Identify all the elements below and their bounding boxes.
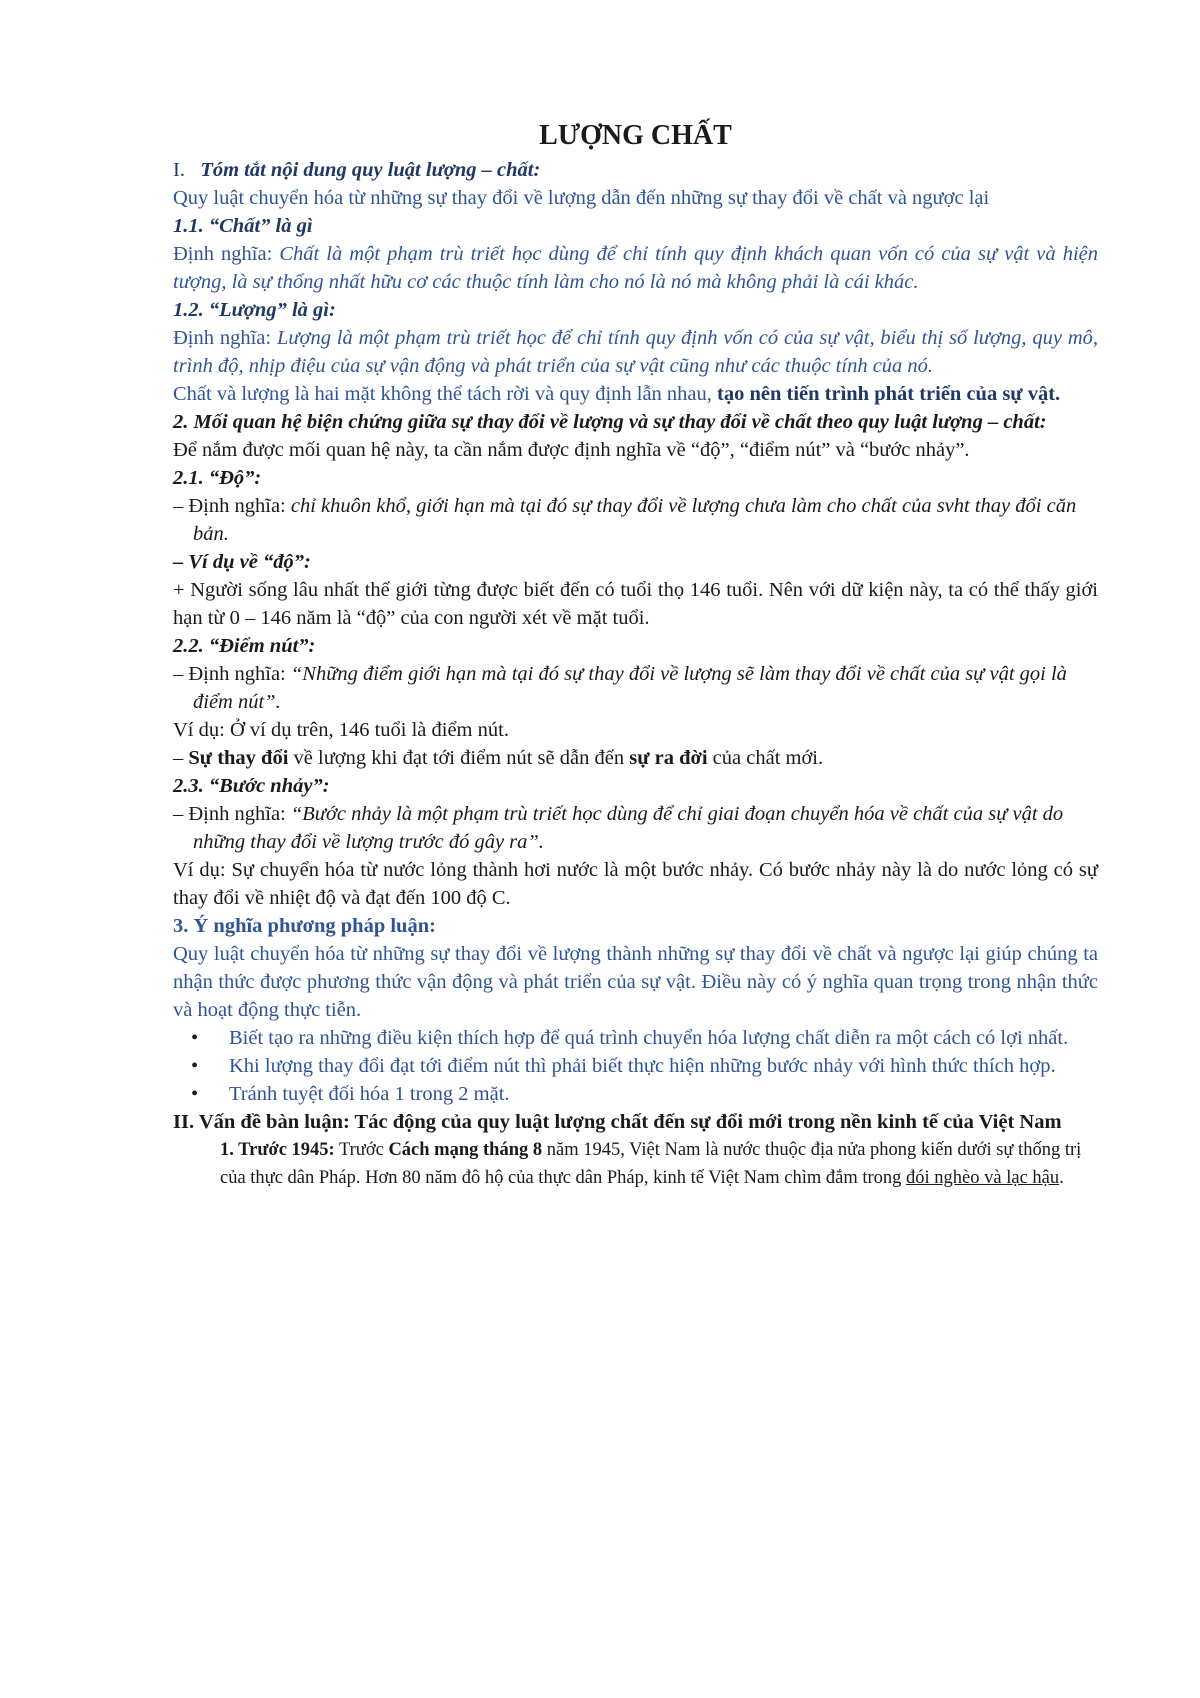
list-item [173, 1080, 1098, 1108]
subheading-2-1: 2.1. “Độ”: [173, 467, 262, 489]
change-paragraph [173, 744, 1098, 772]
definition-label: – Định nghĩa: [173, 663, 291, 685]
subheading-2-2: 2.2. “Điểm nút”: [173, 635, 316, 657]
document-body [173, 118, 1098, 1192]
bold-phrase: 1. Trước 1945: [220, 1140, 335, 1160]
bullet-list [173, 1024, 1098, 1108]
definition-text: “Những điểm giới hạn mà tại đó sự thay đổi về lượng sẽ làm thay đổi về chất của sự vật gọi là điểm nút”. [193, 663, 1067, 713]
definition-label: Định nghĩa: [173, 243, 280, 265]
definition-label: – Định nghĩa: [173, 495, 291, 517]
example-buoc-nhay: Ví dụ: Sự chuyển hóa từ nước lỏng thành hơi nước là một bước nhảy. Có bước nhảy này là do nước lỏng có sự thay đổi về nhiệt độ và đạt đến 100 độ C. [173, 859, 1098, 909]
page-title: LƯỢNG CHẤT [539, 120, 732, 151]
bold-phrase: Cách mạng tháng 8 [388, 1140, 543, 1160]
section-2-heading: 2. Mối quan hệ biện chứng giữa sự thay đổi về lượng và sự thay đổi về chất theo quy luật lượng – chất: [173, 411, 1047, 433]
section-number: I. [173, 159, 185, 181]
text: năm 1945, Việt Nam là nước thuộc địa nửa phong kiến dưới sự thống trị của thực dân Pháp. Hơn 80 năm đô hộ của thực dân Pháp, kinh tế Việt Nam chìm đắm trong [220, 1140, 1082, 1188]
section-title: Tóm tắt nội dung quy luật lượng – chất: [200, 159, 541, 181]
part-2-heading: II. Vấn đề bàn luận: Tác động của quy luật lượng chất đến sự đổi mới trong nền kinh tế của Việt Nam [173, 1111, 1062, 1133]
text: . [1059, 1168, 1064, 1188]
list-item-text: Tránh tuyệt đối hóa 1 trong 2 mặt. [229, 1083, 510, 1105]
relation-text: Chất và lượng là hai mặt không thể tách rời và quy định lẫn nhau, [173, 383, 718, 405]
text: Trước [334, 1140, 389, 1160]
section-1-intro: Quy luật chuyển hóa từ những sự thay đổi về lượng dẫn đến những sự thay đổi về chất và ngược lại [173, 187, 990, 209]
definition-text: “Bước nhảy là một phạm trù triết học dùng để chỉ giai đoạn chuyển hóa về chất của sự vật do những thay đổi về lượng trước đó gây ra”. [193, 803, 1064, 853]
definition-chat [173, 240, 1098, 296]
definition-do [173, 492, 1098, 548]
bullet-icon: • [191, 1027, 199, 1049]
bullet-icon: • [191, 1083, 199, 1105]
example-heading-do: – Ví dụ về “độ”: [173, 551, 311, 573]
definition-buoc-nhay [173, 800, 1098, 856]
bullet-icon: • [191, 1055, 199, 1077]
dash: – [173, 747, 189, 769]
example-diem-nut: Ví dụ: Ở ví dụ trên, 146 tuổi là điểm nút. [173, 719, 509, 741]
text: của chất mới. [707, 747, 824, 769]
subheading-2-3: 2.3. “Bước nhảy”: [173, 775, 330, 797]
definition-text: chỉ khuôn khổ, giới hạn mà tại đó sự thay đổi về lượng chưa làm cho chất của svht thay đổi căn bản. [193, 495, 1077, 545]
section-2-intro: Để nắm được mối quan hệ này, ta cần nắm được định nghĩa về “độ”, “điểm nút” và “bước nhảy”. [173, 439, 970, 461]
definition-text: Lượng là một phạm trù triết học để chỉ tính quy định vốn có của sự vật, biểu thị số lượng, quy mô, trình độ, nhịp điệu của sự vận động và phát triển của sự vật cũng như các thuộc tính của nó. [173, 327, 1099, 377]
example-do: + Người sống lâu nhất thế giới từng được biết đến có tuổi thọ 146 tuổi. Nên với dữ kiện này, ta có thể thấy giới hạn từ 0 – 146 năm là “độ” của con người xét về mặt tuổi. [173, 579, 1098, 629]
relation-bold: tạo nên tiến trình phát triển của sự vật. [717, 383, 1061, 405]
definition-label: – Định nghĩa: [173, 803, 291, 825]
section-3-intro: Quy luật chuyển hóa từ những sự thay đổi về lượng thành những sự thay đổi về chất và ngược lại giúp chúng ta nhận thức được phương thức vận động và phát triển của sự vật. Điều này có ý nghĩa quan trọng trong nhận thức và hoạt động thực tiễn. [173, 943, 1098, 1021]
bold-phrase: Sự thay đổi [188, 747, 289, 769]
list-item-text: Biết tạo ra những điều kiện thích hợp để quá trình chuyển hóa lượng chất diễn ra một cách có lợi nhất. [229, 1027, 1069, 1049]
definition-label: Định nghĩa: [173, 327, 277, 349]
relation-paragraph [173, 380, 1098, 408]
bold-phrase: sự ra đời [629, 747, 708, 769]
subheading-1-2: 1.2. “Lượng” là gì: [173, 299, 336, 321]
definition-text: Chất là một phạm trù triết học dùng để chỉ tính quy định khách quan vốn có của sự vật và hiện tượng, là sự thống nhất hữu cơ các thuộc tính làm cho nó là nó mà không phải là cái khác. [173, 243, 1098, 293]
section-3-heading: 3. Ý nghĩa phương pháp luận: [173, 915, 436, 937]
list-item-text: Khi lượng thay đổi đạt tới điểm nút thì phải biết thực hiện những bước nhảy với hình thức thích hợp. [229, 1055, 1056, 1077]
underlined-phrase: đói nghèo và lạc hậu [906, 1168, 1060, 1188]
subheading-1-1: 1.1. “Chất” là gì [173, 215, 313, 237]
part-2-paragraph-1 [173, 1136, 1098, 1192]
text: về lượng khi đạt tới điểm nút sẽ dẫn đến [288, 747, 630, 769]
list-item [173, 1024, 1098, 1052]
list-item [173, 1052, 1098, 1080]
definition-diem-nut [173, 660, 1098, 716]
section-1-heading [173, 156, 1098, 184]
definition-luong [173, 324, 1098, 380]
